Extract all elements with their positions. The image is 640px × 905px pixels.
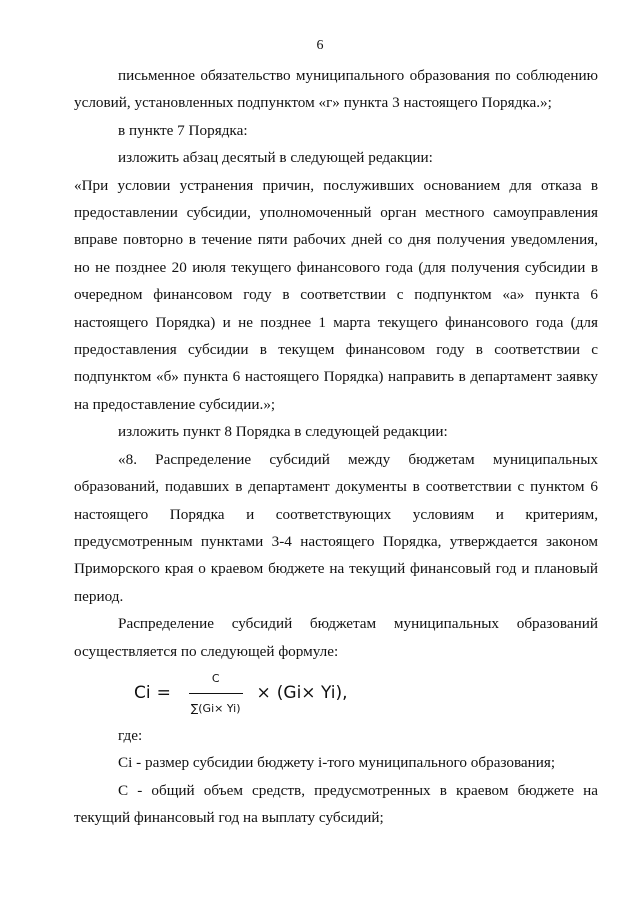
formula-equals: = <box>156 683 171 704</box>
body-text <box>74 62 598 832</box>
paragraph: письменное обязательство муниципального образования по соблюдению условий, установленных подпунктом «г» пункта 3 настоящего Порядка.»; <box>74 67 598 112</box>
formula-denominator: ∑(Gi× Yi) <box>189 693 243 722</box>
formula-tail: (Gi× Yi), <box>276 683 348 704</box>
formula-fraction <box>189 665 243 723</box>
paragraph: Распределение субсидий бюджетам муниципальных образований осуществляется по следующей формуле: <box>74 615 598 660</box>
paragraph: изложить абзац десятый в следующей редакции: <box>118 149 433 167</box>
paragraph: где: <box>118 726 143 744</box>
page-number: 6 <box>316 38 324 53</box>
paragraphs-before-formula <box>74 62 598 665</box>
subsidy-formula <box>134 672 598 716</box>
formula-times: × <box>256 683 271 704</box>
formula-lhs: Ci <box>134 683 151 704</box>
paragraph: «При условии устранения причин, послуживших основанием для отказа в предоставлении субсидии, уполномоченный орган местного самоуправления вправе повторно в течение пяти рабочих дней со дня получения уведомления, но не позднее 20 июля текущего финансового года (для получения субсидии в очередном финансовом году в соответствии с подпунктом «а» пункта 6 настоящего Порядка) и не позднее 1 марта текущего финансового года (для предоставления субсидии в текущем финансовом году в соответствии с подпунктом «б» пункта 6 настоящего Порядка) направить в департамент заявку на предоставление субсидии.»; <box>74 176 598 413</box>
paragraph: Ci - размер субсидии бюджету i-того муниципального образования; <box>118 754 556 772</box>
paragraph: в пункте 7 Порядка: <box>118 121 248 139</box>
paragraph: «8. Распределение субсидий между бюджетам муниципальных образований, подавших в департамент документы в соответствии с пунктом 6 настоящего Порядка и соответствующих условиям и критериям, предусмотренным пунктами 3-4 настоящего Порядка, утверждается законом Приморского края о краевом бюджете на текущий финансовый год и плановый период. <box>74 450 598 605</box>
paragraph: изложить пункт 8 Порядка в следующей редакции: <box>118 423 448 441</box>
formula-numerator: C <box>211 672 220 686</box>
paragraphs-after-formula <box>74 722 598 832</box>
paragraph: C - общий объем средств, предусмотренных в краевом бюджете на текущий финансовый год на выплату субсидий; <box>74 781 598 827</box>
